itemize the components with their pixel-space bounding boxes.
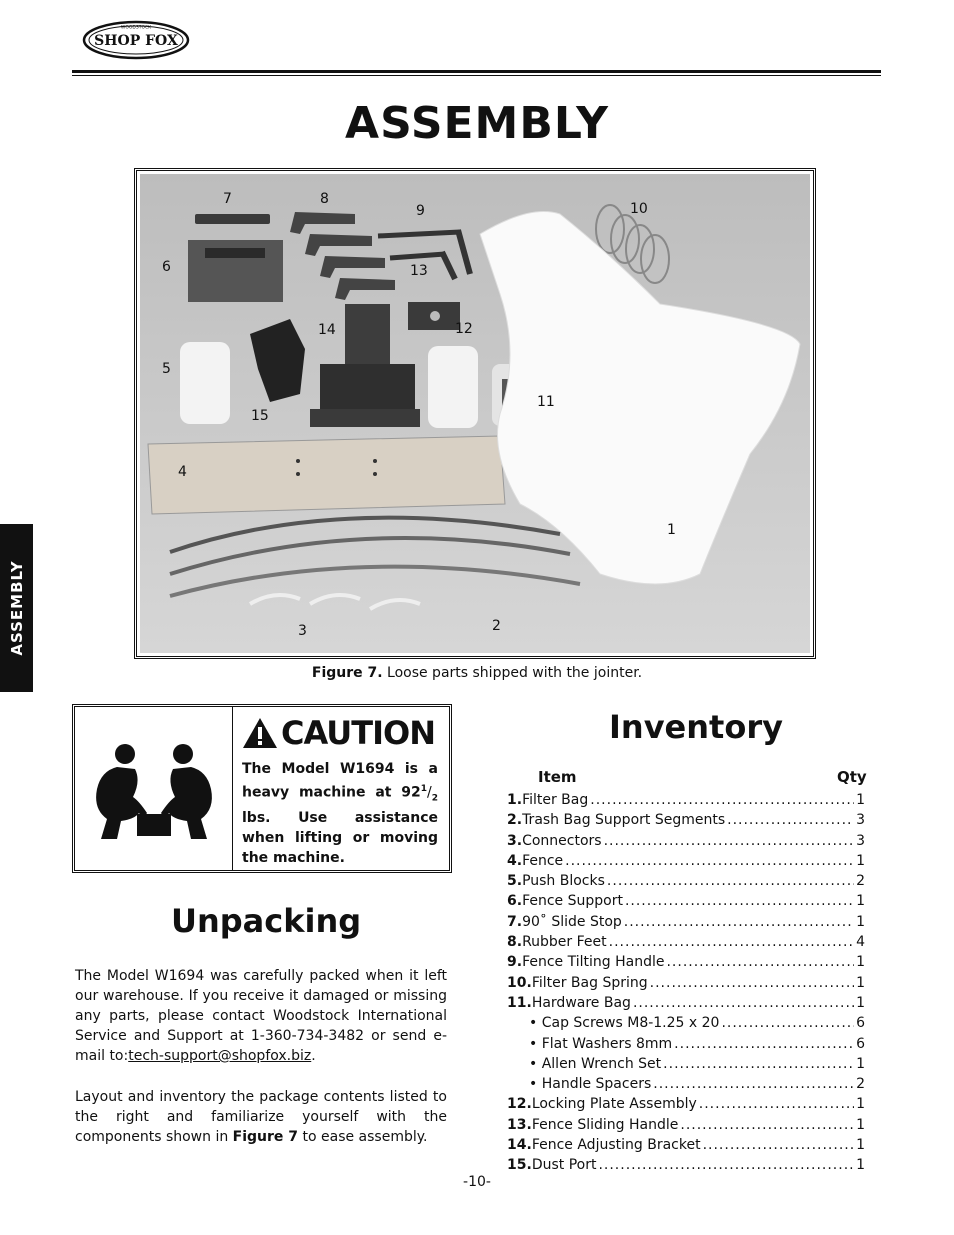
page-number: -10- [463,1174,491,1190]
inventory-item-label: Trash Bag Support Segments [522,812,726,829]
caption-label: Figure 7. [311,665,383,681]
page-title: ASSEMBLY [345,98,609,149]
inventory-item-qty: 2 [856,873,865,890]
inventory-item-qty: 1 [856,994,865,1011]
svg-text:SHOP FOX: SHOP FOX [94,33,178,49]
leader-dots [666,954,854,970]
callout-15: 15 [251,408,269,424]
inventory-item-number: 14. [507,1137,532,1154]
inventory-item-label: Fence Support [522,893,623,910]
callout-5: 5 [162,361,171,377]
inventory-item-qty: 1 [856,1055,865,1072]
caution-text-slash: / [427,784,432,801]
inventory-row [507,1117,865,1137]
inventory-item-label: Fence Adjusting Bracket [531,1137,701,1154]
caution-word: CAUTION [281,714,435,752]
inventory-row [507,1137,865,1157]
caution-box [72,704,452,873]
caution-text-post: lbs. Use assistance when lifting or moving the machine. [242,810,438,867]
inventory-item-number: 6. [507,893,523,910]
inventory-row [507,995,865,1015]
callout-11: 11 [537,394,555,410]
inventory-item-number: 11. [507,994,532,1011]
caution-text-sup: 1 [420,784,428,794]
inventory-item-qty: 4 [856,934,865,951]
inventory-item-qty: 1 [856,1096,865,1113]
caution-text-sub: 2 [431,793,438,804]
inventory-item-qty: 1 [856,974,865,991]
svg-text:WOODSTOCK: WOODSTOCK [120,25,152,31]
warning-triangle-icon [241,716,279,750]
leader-dots [607,873,854,889]
inventory-item-label: Dust Port [531,1157,597,1174]
inventory-item-qty: 1 [856,893,865,910]
leader-dots [699,1096,854,1112]
inventory-row [507,975,865,995]
inventory-item-qty: 1 [856,852,865,869]
inventory-row [507,934,865,954]
leader-dots [727,812,854,828]
inventory-item-number: 13. [507,1116,532,1133]
leader-dots [721,1015,854,1031]
inventory-item-qty: 6 [856,1035,865,1052]
parts-photo [140,174,810,653]
inventory-item-label: • Handle Spacers [529,1076,652,1093]
inventory-item-number: 7. [507,913,523,930]
inventory-item-label: Rubber Feet [522,934,607,951]
parts-illustration [140,174,810,653]
inventory-row [507,914,865,934]
inventory-item-label: Locking Plate Assembly [531,1096,697,1113]
inventory-item-label: Filter Bag Spring [531,974,648,991]
inventory-item-label: Connectors [522,832,602,849]
leader-dots [674,1036,854,1052]
inventory-row [507,812,865,832]
shop-fox-logo [82,20,190,60]
inventory-item-label: 90˚ Slide Stop [522,913,622,930]
unpacking-paragraph-1 [75,966,447,1066]
inventory-item-number: 15. [507,1157,532,1174]
inventory-row [507,853,865,873]
support-email-link[interactable]: tech-support@shopfox.biz [128,1048,312,1064]
inventory-row [507,833,865,853]
figure-caption [0,665,954,681]
leader-dots [609,934,854,950]
header-rule [72,70,881,76]
inventory-item-label: Push Blocks [522,873,605,890]
callout-1: 1 [667,522,676,538]
inventory-row [507,1096,865,1116]
unpacking-p1-text: The Model W1694 was carefully packed when it left our warehouse. If you receive it damaged or missing any parts, please contact Woodstock International Service and Support at 1-360-734-3482 or send e-mail to: [75,968,447,1064]
caption-text: Loose parts shipped with the jointer. [387,665,643,681]
leader-dots [650,975,854,991]
leader-dots [653,1076,854,1092]
unpacking-paragraph-2 [75,1087,447,1147]
leader-dots [590,792,854,808]
inventory-row [507,873,865,893]
leader-dots [604,833,855,849]
inventory-item-qty: 1 [856,1157,865,1174]
unpacking-p2-text: Layout and inventory the package contents listed to the right and familiarize yourself with the components shown in [75,1089,447,1145]
inventory-item-qty: 1 [856,1137,865,1154]
two-person-lift-icon [75,707,233,870]
callout-6: 6 [162,259,171,275]
callout-9: 9 [416,203,425,219]
leader-dots [598,1157,854,1173]
inventory-row [507,792,865,812]
callout-13: 13 [410,263,428,279]
inventory-row [507,1056,865,1076]
unpacking-p2-end: to ease assembly. [298,1129,428,1145]
inventory-heading: Inventory [609,708,783,746]
callout-10: 10 [630,201,648,217]
section-side-tab [0,524,33,692]
callout-2: 2 [492,618,501,634]
leader-dots [703,1137,855,1153]
inventory-item-label: Fence Sliding Handle [531,1116,679,1133]
inventory-item-number: 1. [507,792,523,808]
inventory-item-number: 9. [507,954,523,971]
inventory-item-qty: 1 [856,792,865,808]
leader-dots [625,893,854,909]
inventory-item-label: Filter Bag [522,792,589,808]
inventory-item-number: 4. [507,852,523,869]
callout-4: 4 [178,464,187,480]
inventory-row [507,1076,865,1096]
leader-dots [624,914,854,930]
inventory-col-qty: Qty [837,768,867,786]
callout-14: 14 [318,322,336,338]
inventory-item-qty: 6 [856,1015,865,1032]
caution-heading [241,713,435,753]
figure-7 [134,168,816,659]
inventory-row [507,1036,865,1056]
inventory-row [507,954,865,974]
inventory-item-number: 8. [507,934,523,951]
unpacking-heading: Unpacking [171,902,362,940]
leader-dots [633,995,854,1011]
inventory-item-qty: 1 [856,913,865,930]
leader-dots [680,1117,854,1133]
inventory-row [507,893,865,913]
callout-8: 8 [320,191,329,207]
inventory-item-number: 10. [507,974,532,991]
leader-dots [663,1056,854,1072]
callout-12: 12 [455,321,473,337]
inventory-item-label: Fence [522,852,564,869]
inventory-item-label: • Cap Screws M8-1.25 x 20 [529,1015,720,1032]
inventory-item-label: • Flat Washers 8mm [529,1035,673,1052]
caution-message [242,759,438,868]
callout-3: 3 [298,623,307,639]
inventory-item-number: 5. [507,873,523,890]
leader-dots [565,853,854,869]
inventory-item-label: Hardware Bag [531,994,631,1011]
inventory-item-qty: 3 [856,832,865,849]
inventory-row [507,1015,865,1035]
inventory-item-number: 12. [507,1096,532,1113]
inventory-col-item: Item [538,768,577,786]
inventory-item-number: 3. [507,832,523,849]
figure-7-reference: Figure 7 [232,1129,299,1145]
unpacking-p1-end: . [311,1048,316,1064]
inventory-item-qty: 1 [856,1116,865,1133]
inventory-item-qty: 1 [856,954,865,971]
inventory-item-label: • Allen Wrench Set [529,1055,662,1072]
inventory-item-qty: 3 [856,812,865,829]
inventory-item-number: 2. [507,812,523,829]
inventory-item-qty: 2 [856,1076,865,1093]
inventory-item-label: Fence Tilting Handle [522,954,665,971]
inventory-list [507,792,865,1178]
caution-text-pre: The Model W1694 is a heavy machine at 92 [242,761,438,801]
callout-7: 7 [223,191,232,207]
side-tab-label: ASSEMBLY [7,560,26,656]
